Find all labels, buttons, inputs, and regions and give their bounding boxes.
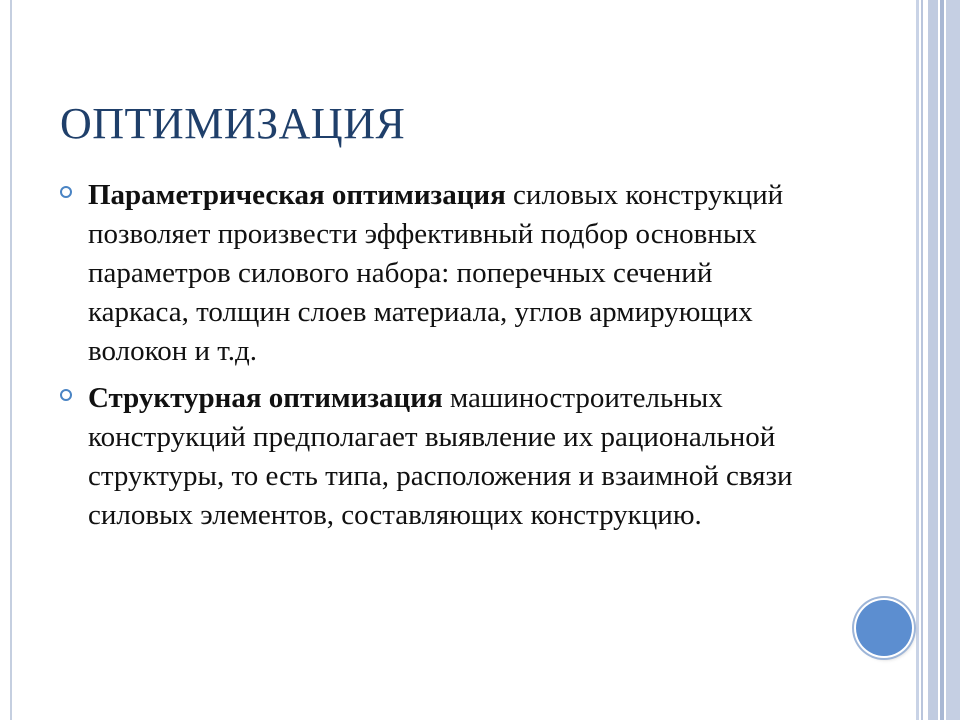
bullet-ring-icon [60,186,72,198]
bullet-ring-icon [60,389,72,401]
bullet-list [60,176,820,543]
bullet-term: Параметрическая оптимизация [88,179,506,211]
stripe [946,0,960,720]
left-frame-line [10,0,12,720]
slide-title: ОПТИМИЗАЦИЯ [60,99,406,148]
bullet-term: Структурная оптимизация [88,382,443,414]
bullet-text: машиностроительных конструкций предполагает выявление их рациональной структуры, то есть типа, расположения и взаимной связи силовых элементов, составляющих конструкцию. [88,382,793,531]
bullet-text: силовых конструкций позволяет произвести эффективный подбор основных параметров силового набора: поперечных сечений каркаса, толщин слоев материала, углов армирующих волокон и т.д. [88,179,784,367]
bullet-structural [60,379,820,535]
right-decorative-stripes [916,0,960,720]
stripe [940,0,944,720]
stripe [916,0,919,720]
bullet-parametric [60,176,820,371]
stripe [928,0,938,720]
decorative-circle [856,600,912,656]
stripe [921,0,923,720]
